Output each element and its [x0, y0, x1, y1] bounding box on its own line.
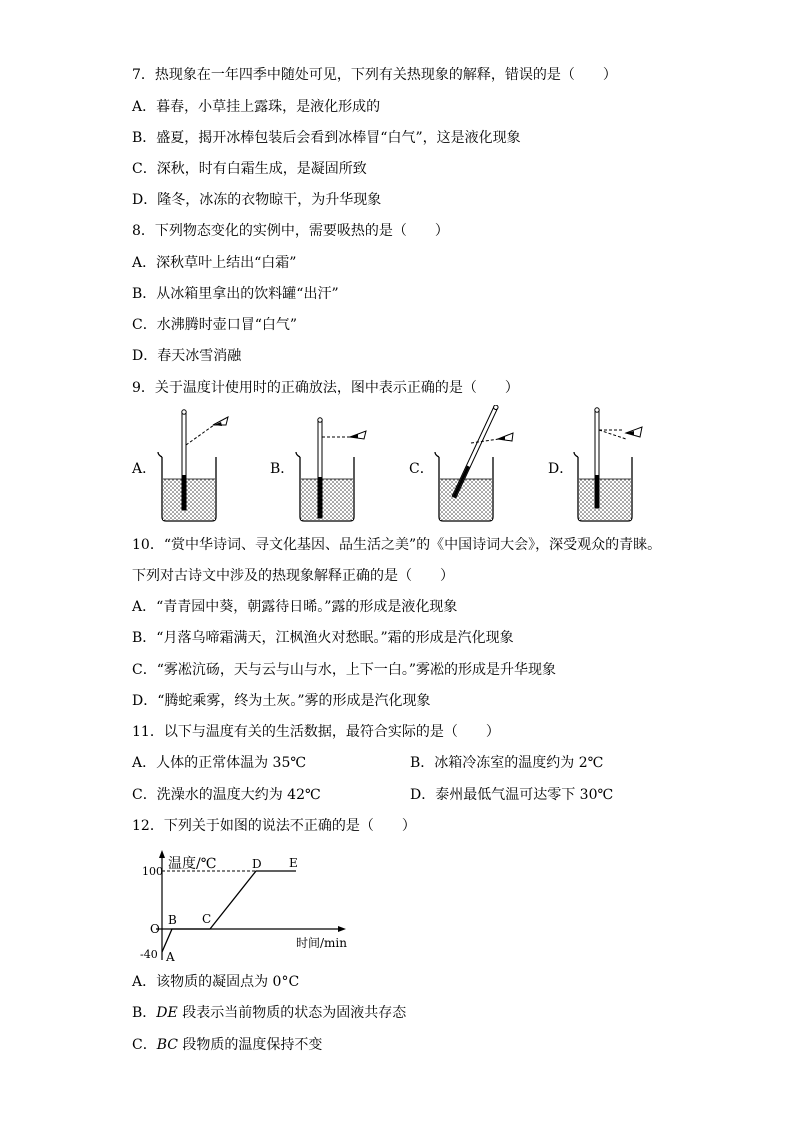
q8-option-c: C．水沸腾时壶口冒“白气” [132, 317, 298, 333]
q11-option-a: A．人体的正常体温为 35℃ [132, 755, 307, 771]
beaker-figure-c [427, 405, 527, 523]
q10-stem-line2: 下列对古诗文中涉及的热现象解释正确的是（ ） [132, 568, 454, 584]
q10-option-c: C．“雾凇沆砀，天与云与山与水，上下一白。”雾凇的形成是升华现象 [132, 662, 557, 678]
q7-option-d: D．隆冬，冰冻的衣物晾干，为升华现象 [132, 192, 382, 208]
graph-x-label: 时间/min [296, 936, 347, 950]
graph-point-b: B [168, 913, 177, 927]
graph-y-label: 温度/℃ [168, 856, 217, 872]
q12-option-c [132, 1036, 322, 1054]
graph-point-e: E [289, 856, 298, 870]
graph-tick-neg40: -40 [140, 948, 158, 961]
q12-option-c-segment: BC [156, 1037, 178, 1053]
q12-option-b-segment: DE [156, 1005, 178, 1021]
q12-option-c-text: 段物质的温度保持不变 [177, 1037, 323, 1053]
q12-option-a: A．该物质的凝固点为 0°C [132, 974, 300, 990]
graph-point-d: D [252, 857, 262, 871]
graph-origin-label: O [150, 922, 160, 936]
q10-stem-line1: 10．“赏中华诗词、寻文化基因、品生活之美”的《中国诗词大会》，深受观众的青睐。 [132, 537, 662, 553]
graph-tick-100: 100 [142, 865, 163, 878]
q7-option-a: A．暮春，小草挂上露珠，是液化形成的 [132, 99, 381, 115]
beaker-figure-d [566, 405, 656, 523]
q12-option-b-prefix: B． [132, 1005, 157, 1021]
q8-option-d: D．春天冰雪消融 [132, 348, 242, 364]
q10-option-a: A．“青青园中葵，朝露待日晞。”露的形成是液化现象 [132, 599, 458, 615]
q9-label-c: C． [409, 461, 434, 477]
q9-label-b: B． [270, 461, 295, 477]
graph-curve [162, 871, 296, 952]
beaker-figure-a [150, 405, 240, 523]
q11-stem: 11．以下与温度有关的生活数据，最符合实际的是（ ） [132, 724, 500, 740]
q9-label-a: A． [132, 461, 157, 477]
q11-option-d: D．泰州最低气温可达零下 30℃ [410, 787, 614, 803]
q12-option-c-prefix: C． [132, 1037, 157, 1053]
q12-option-b-text: 段表示当前物质的状态为固液共存态 [177, 1005, 407, 1021]
q7-stem: 7．热现象在一年四季中随处可见，下列有关热现象的解释，错误的是（ ） [132, 67, 617, 83]
q8-option-b: B．从冰箱里拿出的饮料罐“出汗” [132, 286, 339, 302]
q8-option-a: A．深秋草叶上结出“白霜” [132, 255, 297, 271]
q8-stem: 8．下列物态变化的实例中，需要吸热的是（ ） [132, 223, 449, 239]
q12-option-b [132, 1004, 406, 1022]
temperature-time-graph [138, 848, 358, 966]
beaker-figure-b [288, 405, 378, 523]
q7-option-c: C．深秋，时有白霜生成，是凝固所致 [132, 161, 367, 177]
q9-stem: 9．关于温度计使用时的正确放法，图中表示正确的是（ ） [132, 380, 519, 396]
q7-option-b: B．盛夏，揭开冰棒包装后会看到冰棒冒“白气”，这是液化现象 [132, 130, 521, 146]
q10-option-d: D．“腾蛇乘雾，终为土灰。”雾的形成是汽化现象 [132, 693, 431, 709]
q12-stem: 12．下列关于如图的说法不正确的是（ ） [132, 818, 416, 834]
q9-label-d: D． [548, 461, 574, 477]
q11-option-c: C．洗澡水的温度大约为 42℃ [132, 787, 321, 803]
graph-point-c: C [202, 912, 212, 926]
q11-option-b: B．冰箱冷冻室的温度约为 2℃ [410, 755, 604, 771]
graph-point-a: A [166, 950, 175, 964]
q10-option-b: B．“月落乌啼霜满天，江枫渔火对愁眠。”霜的形成是汽化现象 [132, 630, 514, 646]
